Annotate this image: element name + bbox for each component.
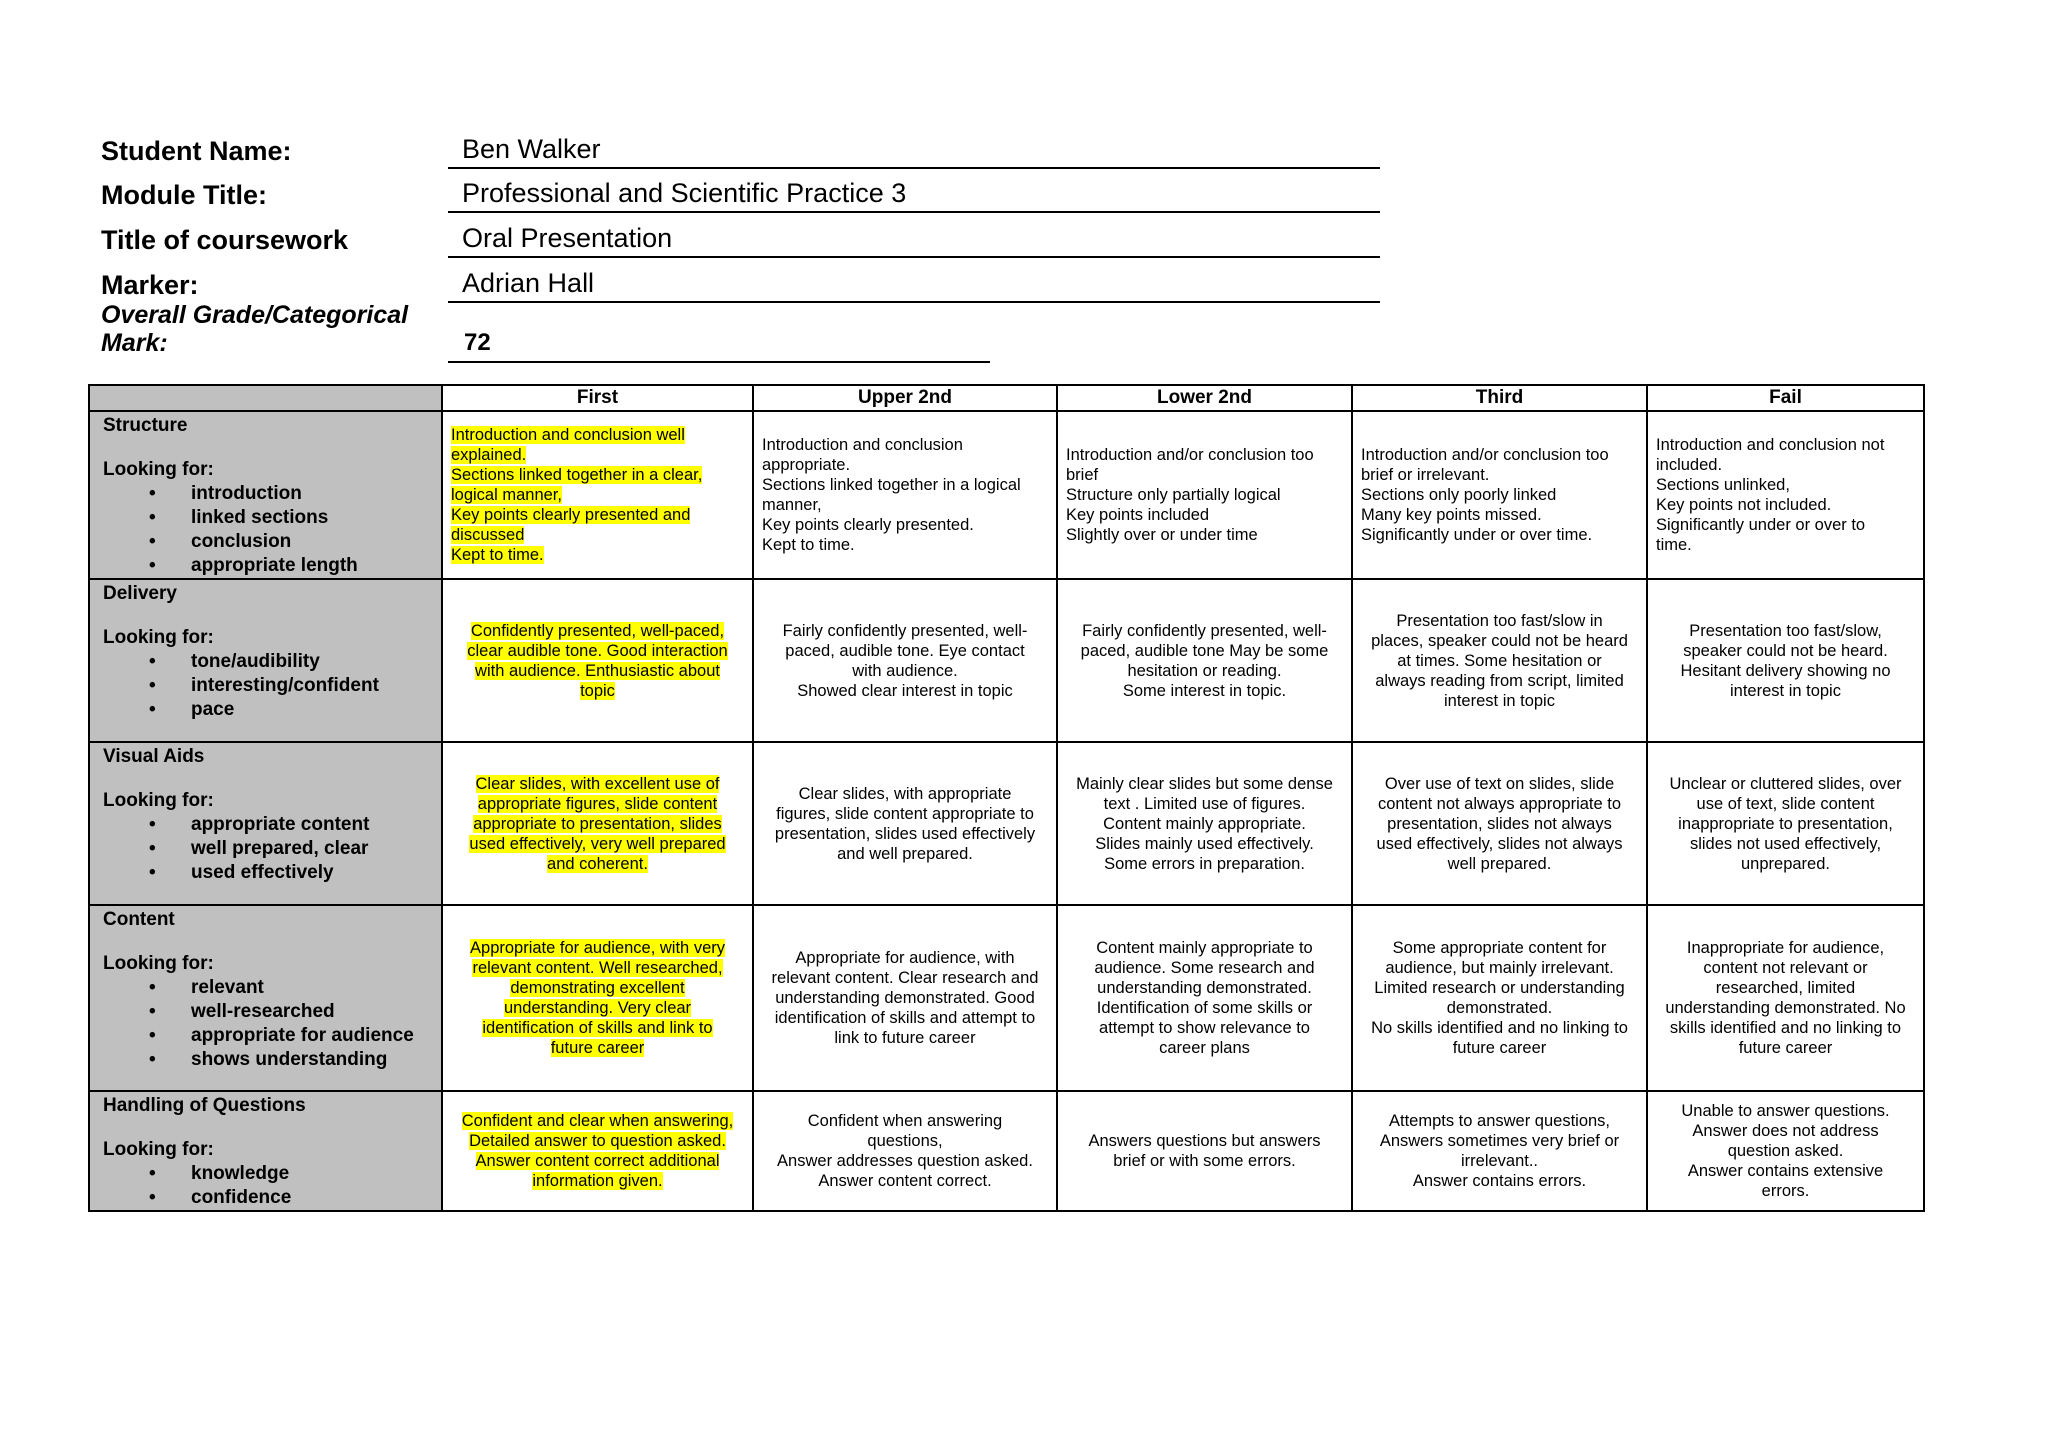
descriptor-line: Slightly over or under time xyxy=(1066,526,1258,544)
criterion-item: • knowledge xyxy=(103,1162,431,1186)
descriptor-line: Fairly confidently presented, well- xyxy=(1082,621,1327,640)
descriptor-line: attempt to show relevance to xyxy=(1099,1019,1310,1037)
descriptor-line: content not always appropriate to xyxy=(1377,794,1622,813)
rubric-corner-cell xyxy=(89,385,442,411)
criterion-cell-structure xyxy=(89,411,442,579)
descriptor-line: career plans xyxy=(1159,1039,1250,1057)
descriptor-line: speaker could not be heard. xyxy=(1683,641,1888,660)
descriptor-line: demonstrated. xyxy=(1446,999,1553,1017)
looking-for-label: Looking for: xyxy=(103,627,214,648)
descriptor-line: figures, slide content appropriate to xyxy=(776,804,1034,823)
criterion-list xyxy=(103,976,431,1072)
descriptor-line: topic xyxy=(580,681,615,700)
descriptor-handling-of-questions-lower-2nd xyxy=(1057,1091,1352,1211)
descriptor-content-lower-2nd xyxy=(1057,905,1352,1091)
descriptor-line: Answer contains extensive xyxy=(1687,1162,1884,1180)
descriptor-line: demonstrating excellent xyxy=(510,979,685,997)
descriptor-structure-lower-2nd xyxy=(1057,411,1352,579)
descriptor-line: understanding. Very clear xyxy=(503,999,692,1017)
descriptor-visual-aids-lower-2nd xyxy=(1057,742,1352,905)
descriptor-line: Confidently presented, well-paced, xyxy=(470,621,725,640)
column-header-upper-2nd: Upper 2nd xyxy=(753,385,1057,411)
rubric-row-handling-of-questions xyxy=(89,1091,1924,1211)
descriptor-line: appropriate. xyxy=(762,456,851,474)
rubric-row-visual-aids xyxy=(89,742,1924,905)
descriptor-line: inappropriate to presentation, xyxy=(1678,814,1893,833)
descriptor-line: Some appropriate content for xyxy=(1392,939,1607,957)
descriptor-visual-aids-upper-2nd xyxy=(753,742,1057,905)
descriptor-line: audience. Some research and xyxy=(1094,959,1315,977)
descriptor-line: logical manner, xyxy=(451,486,562,504)
descriptor-line: explained. xyxy=(451,446,527,464)
column-header-third: Third xyxy=(1352,385,1647,411)
criterion-title: Structure xyxy=(103,415,188,436)
descriptor-content-first xyxy=(442,905,753,1091)
descriptor-line: text . Limited use of figures. xyxy=(1103,794,1306,813)
descriptor-line: Confident and clear when answering, xyxy=(461,1112,734,1130)
descriptor-line: Significantly under or over to xyxy=(1656,516,1866,534)
descriptor-line: link to future career xyxy=(834,1029,976,1047)
overall-grade-label-line2: Mark: xyxy=(101,329,168,357)
descriptor-structure-third xyxy=(1352,411,1647,579)
criterion-item: • conclusion xyxy=(103,530,431,554)
descriptor-line: Answer does not address xyxy=(1692,1122,1879,1140)
coursework-title-label: Title of coursework xyxy=(101,225,349,255)
descriptor-line: identification of skills and link to xyxy=(482,1019,713,1037)
descriptor-line: understanding demonstrated. No xyxy=(1665,999,1906,1017)
descriptor-line: used effectively, slides not always xyxy=(1376,834,1623,853)
descriptor-delivery-third xyxy=(1352,579,1647,742)
descriptor-handling-of-questions-first xyxy=(442,1091,753,1211)
descriptor-visual-aids-third xyxy=(1352,742,1647,905)
descriptor-line: skills identified and no linking to xyxy=(1669,1019,1902,1037)
descriptor-line: Sections unlinked, xyxy=(1656,476,1790,494)
descriptor-line: clear audible tone. Good interaction xyxy=(467,641,728,660)
descriptor-line: Presentation too fast/slow, xyxy=(1689,621,1882,640)
descriptor-line: Key points clearly presented and xyxy=(451,506,691,524)
descriptor-line: understanding demonstrated. Good xyxy=(775,989,1035,1007)
descriptor-line: Introduction and conclusion well xyxy=(451,426,685,444)
descriptor-content-third xyxy=(1352,905,1647,1091)
criterion-item: • tone/audibility xyxy=(103,650,431,674)
descriptor-delivery-first xyxy=(442,579,753,742)
descriptor-line: presentation, slides used effectively xyxy=(774,824,1036,843)
descriptor-line: Appropriate for audience, with very xyxy=(470,939,725,957)
criterion-item: • appropriate for audience xyxy=(103,1024,431,1048)
marker-label: Marker: xyxy=(101,270,199,300)
criterion-list xyxy=(103,813,431,885)
criterion-cell-handling-of-questions xyxy=(89,1091,442,1211)
descriptor-structure-first xyxy=(442,411,753,579)
descriptor-line: Some interest in topic. xyxy=(1122,681,1287,700)
descriptor-line: Some errors in preparation. xyxy=(1104,854,1305,873)
descriptor-line: Answer content correct additional xyxy=(475,1152,720,1170)
descriptor-line: brief or irrelevant. xyxy=(1361,466,1490,484)
marker-value: Adrian Hall xyxy=(448,268,1380,303)
descriptor-content-fail xyxy=(1647,905,1924,1091)
descriptor-line: Answer content correct. xyxy=(818,1172,992,1190)
marking-rubric-table xyxy=(88,384,1925,1212)
descriptor-line: information given. xyxy=(532,1172,663,1190)
descriptor-line: with audience. xyxy=(852,661,958,680)
criterion-item: • interesting/confident xyxy=(103,674,431,698)
descriptor-line: Sections linked together in a clear, xyxy=(451,466,703,484)
descriptor-line: Slides mainly used effectively. xyxy=(1095,834,1314,853)
criterion-item: • introduction xyxy=(103,482,431,506)
column-header-lower-2nd: Lower 2nd xyxy=(1057,385,1352,411)
descriptor-line: always reading from script, limited xyxy=(1375,671,1624,690)
descriptor-line: Unclear or cluttered slides, over xyxy=(1669,774,1902,793)
looking-for-label: Looking for: xyxy=(103,790,214,811)
criterion-item: • relevant xyxy=(103,976,431,1000)
descriptor-line: researched, limited xyxy=(1715,979,1856,997)
rubric-header-row xyxy=(89,385,1924,411)
descriptor-line: and coherent. xyxy=(547,854,648,873)
rubric-row-content xyxy=(89,905,1924,1091)
criterion-item: • linked sections xyxy=(103,506,431,530)
criterion-item: • confidence xyxy=(103,1186,431,1210)
descriptor-visual-aids-fail xyxy=(1647,742,1924,905)
descriptor-line: future career xyxy=(550,1039,645,1057)
student-name-label: Student Name: xyxy=(101,136,292,166)
criterion-title: Delivery xyxy=(103,583,177,604)
criterion-cell-content xyxy=(89,905,442,1091)
descriptor-line: Hesitant delivery showing no xyxy=(1680,661,1891,680)
criterion-cell-delivery xyxy=(89,579,442,742)
descriptor-line: irrelevant.. xyxy=(1460,1152,1539,1170)
descriptor-line: manner, xyxy=(762,496,822,514)
descriptor-line: Structure only partially logical xyxy=(1066,486,1281,504)
descriptor-line: Showed clear interest in topic xyxy=(797,681,1013,700)
looking-for-label: Looking for: xyxy=(103,1139,214,1160)
descriptor-line: errors. xyxy=(1761,1182,1810,1200)
descriptor-structure-fail xyxy=(1647,411,1924,579)
descriptor-line: Clear slides, with appropriate xyxy=(798,784,1012,803)
descriptor-line: Answer contains errors. xyxy=(1412,1172,1587,1190)
criterion-item: • appropriate content xyxy=(103,813,431,837)
descriptor-delivery-upper-2nd xyxy=(753,579,1057,742)
descriptor-line: Key points included xyxy=(1066,506,1210,524)
descriptor-line: Kept to time. xyxy=(451,546,544,564)
descriptor-line: Fairly confidently presented, well- xyxy=(782,621,1028,640)
descriptor-line: Sections only poorly linked xyxy=(1361,486,1557,504)
descriptor-line: with audience. Enthusiastic about xyxy=(475,661,720,680)
descriptor-line: Kept to time. xyxy=(762,536,855,554)
descriptor-line: Introduction and/or conclusion too xyxy=(1066,446,1314,464)
descriptor-handling-of-questions-upper-2nd xyxy=(753,1091,1057,1211)
criterion-item: • well-researched xyxy=(103,1000,431,1024)
overall-grade-value: 72 xyxy=(448,328,990,363)
criterion-list xyxy=(103,482,431,578)
descriptor-line: future career xyxy=(1452,1039,1547,1057)
descriptor-line: use of text, slide content xyxy=(1696,794,1875,813)
descriptor-line: Sections linked together in a logical xyxy=(762,476,1021,494)
descriptor-line: question asked. xyxy=(1727,1142,1844,1160)
descriptor-line: unprepared. xyxy=(1741,854,1830,873)
criterion-item: • appropriate length xyxy=(103,554,431,578)
descriptor-line: Attempts to answer questions, xyxy=(1388,1112,1611,1130)
descriptor-line: Many key points missed. xyxy=(1361,506,1542,524)
criterion-item: • pace xyxy=(103,698,431,722)
descriptor-line: Mainly clear slides but some dense xyxy=(1076,774,1333,793)
descriptor-line: No skills identified and no linking to xyxy=(1371,1019,1628,1037)
criterion-title: Handling of Questions xyxy=(103,1095,306,1116)
rubric-row-delivery xyxy=(89,579,1924,742)
descriptor-line: relevant content. Clear research and xyxy=(771,969,1039,987)
descriptor-line: appropriate to presentation, slides xyxy=(473,814,722,833)
overall-grade-label xyxy=(101,301,408,357)
descriptor-handling-of-questions-fail xyxy=(1647,1091,1924,1211)
descriptor-line: Clear slides, with excellent use of xyxy=(475,774,720,793)
descriptor-handling-of-questions-third xyxy=(1352,1091,1647,1211)
descriptor-line: Key points not included. xyxy=(1656,496,1832,514)
column-header-first: First xyxy=(442,385,753,411)
descriptor-line: questions, xyxy=(867,1132,943,1150)
criterion-item: • shows understanding xyxy=(103,1048,431,1072)
descriptor-content-upper-2nd xyxy=(753,905,1057,1091)
descriptor-line: Introduction and/or conclusion too xyxy=(1361,446,1609,464)
column-header-fail: Fail xyxy=(1647,385,1924,411)
descriptor-line: Introduction and conclusion not xyxy=(1656,436,1885,454)
criterion-cell-visual-aids xyxy=(89,742,442,905)
descriptor-line: slides not used effectively, xyxy=(1689,834,1882,853)
descriptor-line: Key points clearly presented. xyxy=(762,516,974,534)
descriptor-line: Introduction and conclusion xyxy=(762,436,963,454)
descriptor-line: Answers sometimes very brief or xyxy=(1379,1132,1620,1150)
descriptor-visual-aids-first xyxy=(442,742,753,905)
descriptor-line: Content mainly appropriate. xyxy=(1103,814,1306,833)
descriptor-line: Detailed answer to question asked. xyxy=(469,1132,726,1150)
descriptor-line: used effectively, very well prepared xyxy=(469,834,726,853)
module-title-label: Module Title: xyxy=(101,180,267,210)
descriptor-line: Content mainly appropriate to xyxy=(1096,939,1313,957)
descriptor-line: Appropriate for audience, with xyxy=(795,949,1015,967)
descriptor-line: Answer addresses question asked. xyxy=(777,1152,1033,1170)
descriptor-line: paced, audible tone. Eye contact xyxy=(785,641,1025,660)
coursework-title-value: Oral Presentation xyxy=(448,223,1380,258)
descriptor-line: future career xyxy=(1738,1039,1833,1057)
descriptor-line: relevant content. Well researched, xyxy=(472,959,723,977)
descriptor-line: understanding demonstrated. xyxy=(1097,979,1312,997)
descriptor-delivery-lower-2nd xyxy=(1057,579,1352,742)
descriptor-line: discussed xyxy=(451,526,525,544)
overall-grade-label-line1: Overall Grade/Categorical xyxy=(101,301,409,329)
descriptor-line: Over use of text on slides, slide xyxy=(1384,774,1615,793)
descriptor-line: Inappropriate for audience, xyxy=(1686,939,1885,957)
criterion-title: Visual Aids xyxy=(103,746,205,767)
descriptor-line: brief xyxy=(1066,466,1099,484)
descriptor-line: presentation, slides not always xyxy=(1387,814,1612,833)
descriptor-line: places, speaker could not be heard xyxy=(1371,631,1628,650)
criterion-list xyxy=(103,1162,431,1210)
criterion-list xyxy=(103,650,431,722)
descriptor-line: at times. Some hesitation or xyxy=(1397,651,1602,670)
criterion-item: • used effectively xyxy=(103,861,431,885)
descriptor-line: Presentation too fast/slow in xyxy=(1396,611,1603,630)
descriptor-line: Significantly under or over time. xyxy=(1361,526,1593,544)
descriptor-line: included. xyxy=(1656,456,1723,474)
descriptor-line: identification of skills and attempt to xyxy=(774,1009,1036,1027)
student-name-value: Ben Walker xyxy=(448,134,1380,169)
descriptor-line: content not relevant or xyxy=(1703,959,1868,977)
descriptor-structure-upper-2nd xyxy=(753,411,1057,579)
descriptor-line: Answers questions but answers xyxy=(1088,1132,1321,1150)
descriptor-delivery-fail xyxy=(1647,579,1924,742)
descriptor-line: interest in topic xyxy=(1444,691,1555,710)
looking-for-label: Looking for: xyxy=(103,953,214,974)
looking-for-label: Looking for: xyxy=(103,459,214,480)
module-title-value: Professional and Scientific Practice 3 xyxy=(448,178,1380,213)
descriptor-line: and well prepared. xyxy=(837,844,973,863)
descriptor-line: appropriate figures, slide content xyxy=(477,794,718,813)
descriptor-line: time. xyxy=(1656,536,1692,554)
criterion-item: • well prepared, clear xyxy=(103,837,431,861)
descriptor-line: interest in topic xyxy=(1730,681,1841,700)
descriptor-line: Limited research or understanding xyxy=(1374,979,1625,997)
descriptor-line: hesitation or reading. xyxy=(1127,661,1282,680)
descriptor-line: Unable to answer questions. xyxy=(1681,1102,1890,1120)
descriptor-line: Confident when answering xyxy=(807,1112,1003,1130)
descriptor-line: well prepared. xyxy=(1447,854,1552,873)
descriptor-line: paced, audible tone May be some xyxy=(1080,641,1329,660)
criterion-title: Content xyxy=(103,909,175,930)
rubric-row-structure xyxy=(89,411,1924,579)
descriptor-line: audience, but mainly irrelevant. xyxy=(1385,959,1614,977)
descriptor-line: brief or with some errors. xyxy=(1113,1152,1296,1170)
descriptor-line: Identification of some skills or xyxy=(1096,999,1313,1017)
